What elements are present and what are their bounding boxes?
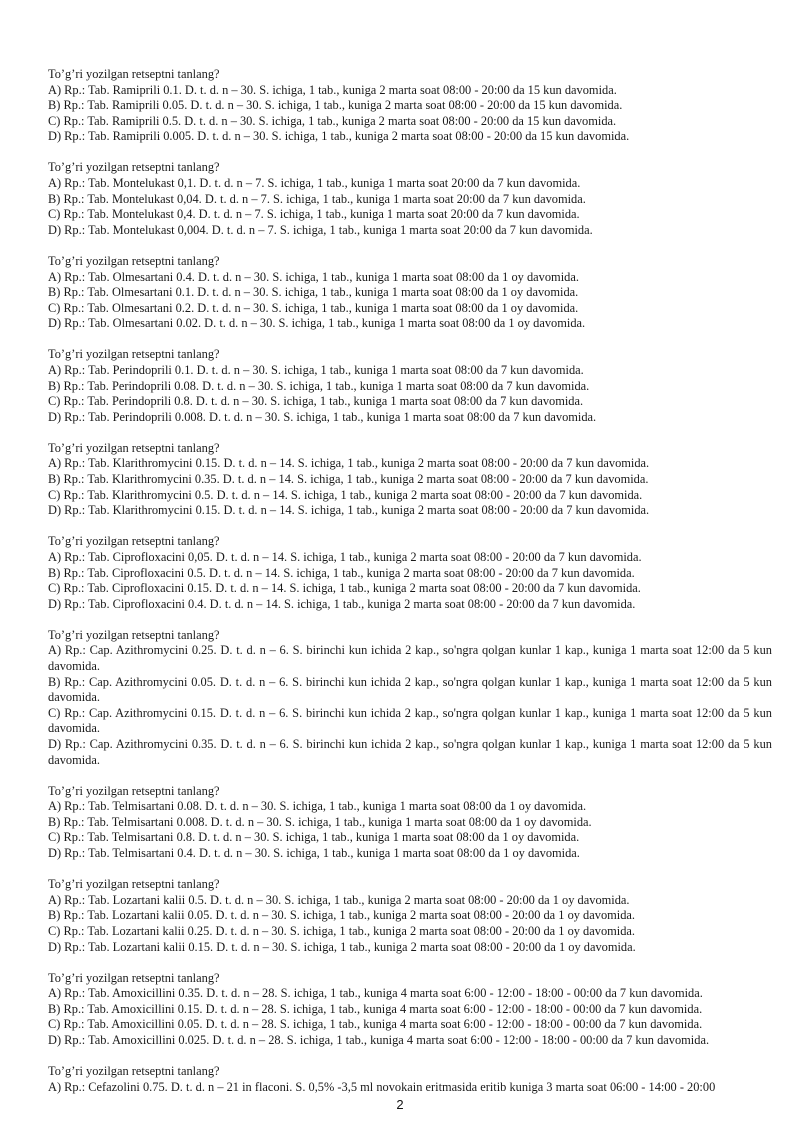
answer-option: B) Rp.: Tab. Olmesartani 0.1. D. t. d. n – 30. S. ichiga, 1 tab., kuniga 1 marta soat 08:00 da 1 oy davomida. xyxy=(48,285,579,300)
question-prompt: To’g’ri yozilgan retseptni tanlang? xyxy=(48,627,220,642)
question-block xyxy=(48,784,772,862)
question-prompt: To’g’ri yozilgan retseptni tanlang? xyxy=(48,253,220,268)
answer-option: B) Rp.: Tab. Ramiprili 0.05. D. t. d. n – 30. S. ichiga, 1 tab., kuniga 2 marta soat 08:00 - 20:00 da 15 kun davomida. xyxy=(48,98,623,113)
answer-option: B) Rp.: Tab. Ciprofloxacini 0.5. D. t. d. n – 14. S. ichiga, 1 tab., kuniga 2 marta soat 08:00 - 20:00 da 7 kun davomida. xyxy=(48,565,635,580)
question-prompt: To’g’ri yozilgan retseptni tanlang? xyxy=(48,160,220,175)
answer-option: A) Rp.: Tab. Montelukast 0,1. D. t. d. n – 7. S. ichiga, 1 tab., kuniga 1 marta soat 20:00 da 7 kun davomida. xyxy=(48,176,581,191)
question-prompt: To’g’ri yozilgan retseptni tanlang? xyxy=(48,67,220,81)
answer-option: A) Rp.: Tab. Perindoprili 0.1. D. t. d. n – 30. S. ichiga, 1 tab., kuniga 1 marta soat 08:00 da 7 kun davomida. xyxy=(48,363,584,377)
answer-option: A) Rp.: Tab. Ramiprili 0.1. D. t. d. n – 30. S. ichiga, 1 tab., kuniga 2 marta soat 08:00 - 20:00 da 15 kun davomida. xyxy=(48,82,617,97)
answer-option: C) Rp.: Tab. Amoxicillini 0.05. D. t. d. n – 28. S. ichiga, 1 tab., kuniga 4 marta soat 6:00 - 12:00 - 18:00 - 00:00 da 7 kun davomida. xyxy=(48,1017,703,1032)
answer-option: D) Rp.: Tab. Montelukast 0,004. D. t. d. n – 7. S. ichiga, 1 tab., kuniga 1 marta soat 20:00 da 7 kun davomida. xyxy=(48,222,593,237)
answer-option: A) Rp.: Cefazolini 0.75. D. t. d. n – 21 in flaconi. S. 0,5% -3,5 ml novokain eritmasida eritib kuniga 3 marta soat 06:00 - 14:00 - 20:00 xyxy=(48,1079,716,1094)
answer-option: C) Rp.: Tab. Ciprofloxacini 0.15. D. t. d. n – 14. S. ichiga, 1 tab., kuniga 2 marta soat 08:00 - 20:00 da 7 kun davomida. xyxy=(48,581,641,596)
question-block xyxy=(48,628,772,768)
answer-option: A) Rp.: Cap. Azithromycini 0.25. D. t. d. n – 6. S. birinchi kun ichida 2 kap., so'ngra qolgan kunlar 1 kap., kuniga 1 marta soat 12:00 da 5 kun davomida. xyxy=(48,643,772,673)
question-block xyxy=(48,160,772,238)
question-block xyxy=(48,877,772,955)
answer-option: B) Rp.: Tab. Perindoprili 0.08. D. t. d. n – 30. S. ichiga, 1 tab., kuniga 1 marta soat 08:00 da 7 kun davomida. xyxy=(48,378,590,393)
question-block xyxy=(48,534,772,612)
answer-option: C) Rp.: Tab. Montelukast 0,4. D. t. d. n – 7. S. ichiga, 1 tab., kuniga 1 marta soat 20:00 da 7 kun davomida. xyxy=(48,207,580,222)
question-prompt: To’g’ri yozilgan retseptni tanlang? xyxy=(48,970,220,985)
answer-option: C) Rp.: Tab. Klarithromycini 0.5. D. t. d. n – 14. S. ichiga, 1 tab., kuniga 2 marta soat 08:00 - 20:00 da 7 kun davomida. xyxy=(48,487,643,502)
answer-option: B) Rp.: Tab. Lozartani kalii 0.05. D. t. d. n – 30. S. ichiga, 1 tab., kuniga 2 marta soat 08:00 - 20:00 da 1 oy davomida. xyxy=(48,908,636,923)
answer-option: B) Rp.: Cap. Azithromycini 0.05. D. t. d. n – 6. S. birinchi kun ichida 2 kap., so'ngra qolgan kunlar 1 kap., kuniga 1 marta soat 12:00 da 5 kun davomida. xyxy=(48,674,772,705)
answer-option: D) Rp.: Tab. Telmisartani 0.4. D. t. d. n – 30. S. ichiga, 1 tab., kuniga 1 marta soat 08:00 da 1 oy davomida. xyxy=(48,846,580,861)
answer-option: C) Rp.: Tab. Telmisartani 0.8. D. t. d. n – 30. S. ichiga, 1 tab., kuniga 1 marta soat 08:00 da 1 oy davomida. xyxy=(48,830,580,845)
question-block xyxy=(48,254,772,332)
answer-option: D) Rp.: Tab. Amoxicillini 0.025. D. t. d. n – 28. S. ichiga, 1 tab., kuniga 4 marta soat 6:00 - 12:00 - 18:00 - 00:00 da 7 kun davomida. xyxy=(48,1032,710,1047)
answer-option: A) Rp.: Tab. Lozartani kalii 0.5. D. t. d. n – 30. S. ichiga, 1 tab., kuniga 2 marta soat 08:00 - 20:00 da 1 oy davomida. xyxy=(48,892,630,907)
page-number: 2 xyxy=(396,1097,404,1112)
question-prompt: To’g’ri yozilgan retseptni tanlang? xyxy=(48,1064,220,1079)
answer-option: B) Rp.: Tab. Amoxicillini 0.15. D. t. d. n – 28. S. ichiga, 1 tab., kuniga 4 marta soat 6:00 - 12:00 - 18:00 - 00:00 da 7 kun davomida. xyxy=(48,1001,703,1016)
answer-option: A) Rp.: Tab. Klarithromycini 0.15. D. t. d. n – 14. S. ichiga, 1 tab., kuniga 2 marta soat 08:00 - 20:00 da 7 kun davomida. xyxy=(48,456,650,471)
answer-option: C) Rp.: Tab. Olmesartani 0.2. D. t. d. n – 30. S. ichiga, 1 tab., kuniga 1 marta soat 08:00 da 1 oy davomida. xyxy=(48,300,579,315)
question-block xyxy=(48,67,772,145)
question-block xyxy=(48,441,772,519)
question-block xyxy=(48,347,772,425)
answer-option: D) Rp.: Cap. Azithromycini 0.35. D. t. d. n – 6. S. birinchi kun ichida 2 kap., so'ngra qolgan kunlar 1 kap., kuniga 1 marta soat 12:00 da 5 kun davomida. xyxy=(48,736,772,767)
question-block xyxy=(48,971,772,1049)
question-prompt: To’g’ri yozilgan retseptni tanlang? xyxy=(48,877,220,892)
question-prompt: To’g’ri yozilgan retseptni tanlang? xyxy=(48,347,220,362)
answer-option: C) Rp.: Tab. Perindoprili 0.8. D. t. d. n – 30. S. ichiga, 1 tab., kuniga 1 marta soat 08:00 da 7 kun davomida. xyxy=(48,394,584,409)
question-prompt: To’g’ri yozilgan retseptni tanlang? xyxy=(48,440,220,455)
question-list xyxy=(48,67,772,1111)
question-prompt: To’g’ri yozilgan retseptni tanlang? xyxy=(48,534,220,549)
answer-option: B) Rp.: Tab. Klarithromycini 0.35. D. t. d. n – 14. S. ichiga, 1 tab., kuniga 2 marta soat 08:00 - 20:00 da 7 kun davomida. xyxy=(48,472,649,487)
answer-option: D) Rp.: Tab. Olmesartani 0.02. D. t. d. n – 30. S. ichiga, 1 tab., kuniga 1 marta soat 08:00 da 1 oy davomida. xyxy=(48,316,586,331)
answer-option: A) Rp.: Tab. Olmesartani 0.4. D. t. d. n – 30. S. ichiga, 1 tab., kuniga 1 marta soat 08:00 da 1 oy davomida. xyxy=(48,269,579,284)
answer-option: D) Rp.: Tab. Lozartani kalii 0.15. D. t. d. n – 30. S. ichiga, 1 tab., kuniga 2 marta soat 08:00 - 20:00 da 1 oy davomida. xyxy=(48,939,636,954)
answer-option: B) Rp.: Tab. Montelukast 0,04. D. t. d. n – 7. S. ichiga, 1 tab., kuniga 1 marta soat 20:00 da 7 kun davomida. xyxy=(48,191,586,206)
answer-option: A) Rp.: Tab. Amoxicillini 0.35. D. t. d. n – 28. S. ichiga, 1 tab., kuniga 4 marta soat 6:00 - 12:00 - 18:00 - 00:00 da 7 kun davomida. xyxy=(48,986,703,1001)
answer-option: A) Rp.: Tab. Ciprofloxacini 0,05. D. t. d. n – 14. S. ichiga, 1 tab., kuniga 2 marta soat 08:00 - 20:00 da 7 kun davomida. xyxy=(48,549,642,564)
answer-option: D) Rp.: Tab. Perindoprili 0.008. D. t. d. n – 30. S. ichiga, 1 tab., kuniga 1 marta soat 08:00 da 7 kun davomida. xyxy=(48,409,597,424)
answer-option: D) Rp.: Tab. Ciprofloxacini 0.4. D. t. d. n – 14. S. ichiga, 1 tab., kuniga 2 marta soat 08:00 - 20:00 da 7 kun davomida. xyxy=(48,596,636,611)
answer-option: D) Rp.: Tab. Klarithromycini 0.15. D. t. d. n – 14. S. ichiga, 1 tab., kuniga 2 marta soat 08:00 - 20:00 da 7 kun davomida. xyxy=(48,503,650,518)
answer-option: A) Rp.: Tab. Telmisartani 0.08. D. t. d. n – 30. S. ichiga, 1 tab., kuniga 1 marta soat 08:00 da 1 oy davomida. xyxy=(48,799,587,814)
question-block xyxy=(48,1064,772,1095)
answer-option: C) Rp.: Tab. Ramiprili 0.5. D. t. d. n – 30. S. ichiga, 1 tab., kuniga 2 marta soat 08:00 - 20:00 da 15 kun davomida. xyxy=(48,113,617,128)
answer-option: C) Rp.: Tab. Lozartani kalii 0.25. D. t. d. n – 30. S. ichiga, 1 tab., kuniga 2 marta soat 08:00 - 20:00 da 1 oy davomida. xyxy=(48,923,636,938)
answer-option: C) Rp.: Cap. Azithromycini 0.15. D. t. d. n – 6. S. birinchi kun ichida 2 kap., so'ngra qolgan kunlar 1 kap., kuniga 1 marta soat 12:00 da 5 kun davomida. xyxy=(48,705,772,736)
question-prompt: To’g’ri yozilgan retseptni tanlang? xyxy=(48,783,220,798)
answer-option: B) Rp.: Tab. Telmisartani 0.008. D. t. d. n – 30. S. ichiga, 1 tab., kuniga 1 marta soat 08:00 da 1 oy davomida. xyxy=(48,814,592,829)
answer-option: D) Rp.: Tab. Ramiprili 0.005. D. t. d. n – 30. S. ichiga, 1 tab., kuniga 2 marta soat 08:00 - 20:00 da 15 kun davomida. xyxy=(48,129,630,144)
